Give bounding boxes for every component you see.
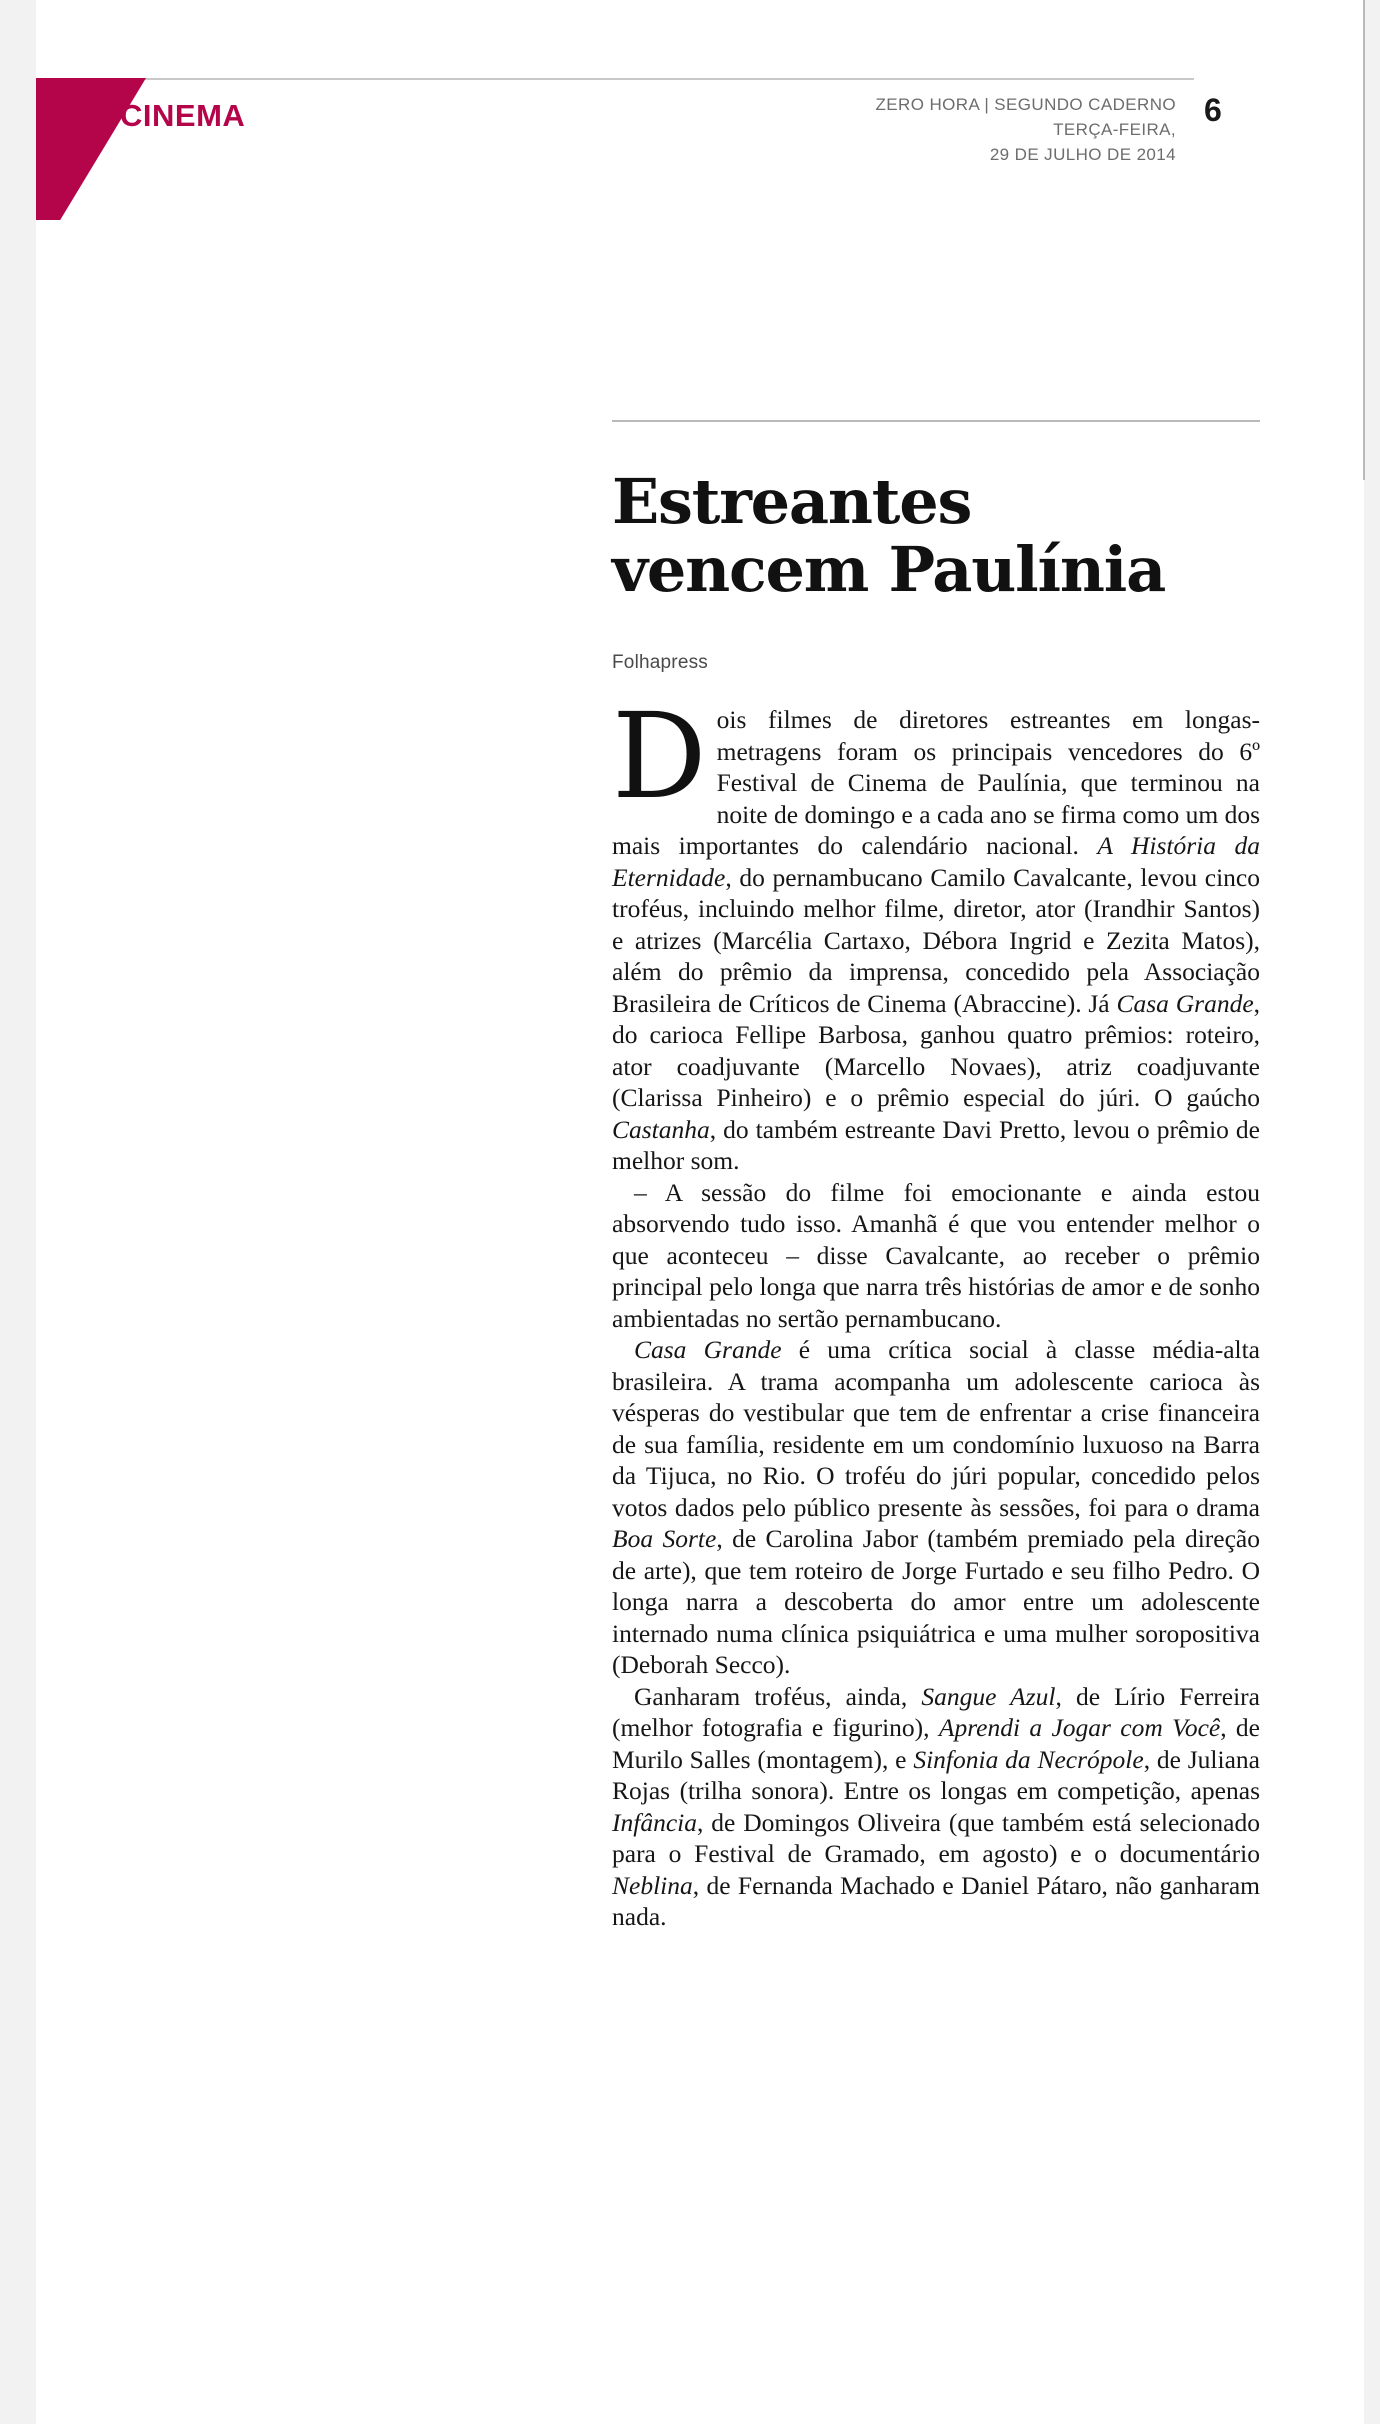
headline-top-rule bbox=[612, 420, 1260, 422]
masthead-top-rule bbox=[72, 78, 1194, 80]
paragraph bbox=[612, 1177, 1260, 1335]
byline: Folhapress bbox=[612, 652, 708, 673]
paragraph-text: Casa Grande é uma crítica social à classe média-alta brasileira. A trama acompanha um adolescente carioca às vésperas do vestibular que tem de enfrentar a crise financeira de sua família, residente em um condomínio luxuoso na Barra da Tijuca, no Rio. O troféu do júri popular, concedido pelos votos dados pelo público presente às sessões, foi para o drama Boa Sorte, de Carolina Jabor (também premiado pela direção de arte), que tem roteiro de Jorge Furtado e seu filho Pedro. O longa narra a descoberta do amor entre um adolescente internado numa clínica psiquiátrica e uma mulher soropositiva (Deborah Secco). bbox=[612, 1335, 1261, 1679]
paragraph-text: – A sessão do filme foi emocionante e ainda estou absorvendo tudo isso. Amanhã é que vou entender melhor o que aconteceu – disse Cavalcante, ao receber o prêmio principal pelo longa que narra três histórias de amor e de sonho ambientadas no sertão pernambucano. bbox=[612, 1177, 1260, 1333]
publication-info bbox=[736, 92, 1176, 167]
paragraph-text: Ganharam troféus, ainda, Sangue Azul, de Lírio Ferreira (melhor fotografia e figurino), Aprendi a Jogar com Você, de Murilo Salles (montagem), e Sinfonia da Necrópole, de Juliana Rojas (trilha sonora). Entre os longas em competição, apenas Infância, de Domingos Oliveira (que também está selecionado para o Festival de Gramado, em agosto) e o documentário Neblina, de Fernanda Machado e Daniel Pátaro, não ganharam nada. bbox=[612, 1681, 1260, 1931]
page-title bbox=[612, 465, 1260, 606]
headline-line-2: vencem Paulínia bbox=[612, 533, 1166, 606]
vertical-divider-rule bbox=[1363, 0, 1365, 480]
masthead bbox=[36, 78, 1328, 188]
article-body bbox=[612, 687, 1261, 1933]
publication-date: 29 DE JULHO DE 2014 bbox=[989, 145, 1176, 164]
paragraph bbox=[612, 1334, 1260, 1681]
paragraph-text: ois filmes de diretores estreantes em longas-metragens foram os principais vencedores do 6º Festival de Cinema de Paulínia, que terminou na noite de domingo e a cada ano se firma como um dos mais importantes do calendário nacional. A História da Eternidade, do pernambucano Camilo Cavalcante, levou cinco troféus, incluindo melhor filme, diretor, ator (Irandhir Santos) e atrizes (Marcélia Cartaxo, Débora Ingrid e Zezita Matos), além do prêmio da imprensa, concedido pela Associação Brasileira de Críticos de Cinema (Abraccine). Já Casa Grande, do carioca Fellipe Barbosa, ganhou quatro prêmios: roteiro, ator coadjuvante (Marcello Novaes), atriz coadjuvante (Clarissa Pinheiro) e o prêmio especial do júri. O gaúcho Castanha, do também estreante Davi Pretto, levou o prêmio de melhor som. bbox=[612, 705, 1261, 1175]
page-number: 6 bbox=[1204, 92, 1222, 128]
drop-cap: D bbox=[612, 687, 707, 825]
publication-name: ZERO HORA | SEGUNDO CADERNO bbox=[875, 95, 1176, 114]
page-right-margin bbox=[1364, 0, 1380, 2424]
paragraph bbox=[612, 1681, 1260, 1933]
paragraph bbox=[612, 687, 1261, 1177]
page-left-margin bbox=[0, 0, 36, 2424]
publication-weekday: TERÇA-FEIRA, bbox=[1053, 120, 1176, 139]
section-title: CINEMA bbox=[120, 98, 246, 133]
headline-line-1: Estreantes bbox=[612, 465, 972, 538]
article bbox=[612, 420, 1260, 1933]
